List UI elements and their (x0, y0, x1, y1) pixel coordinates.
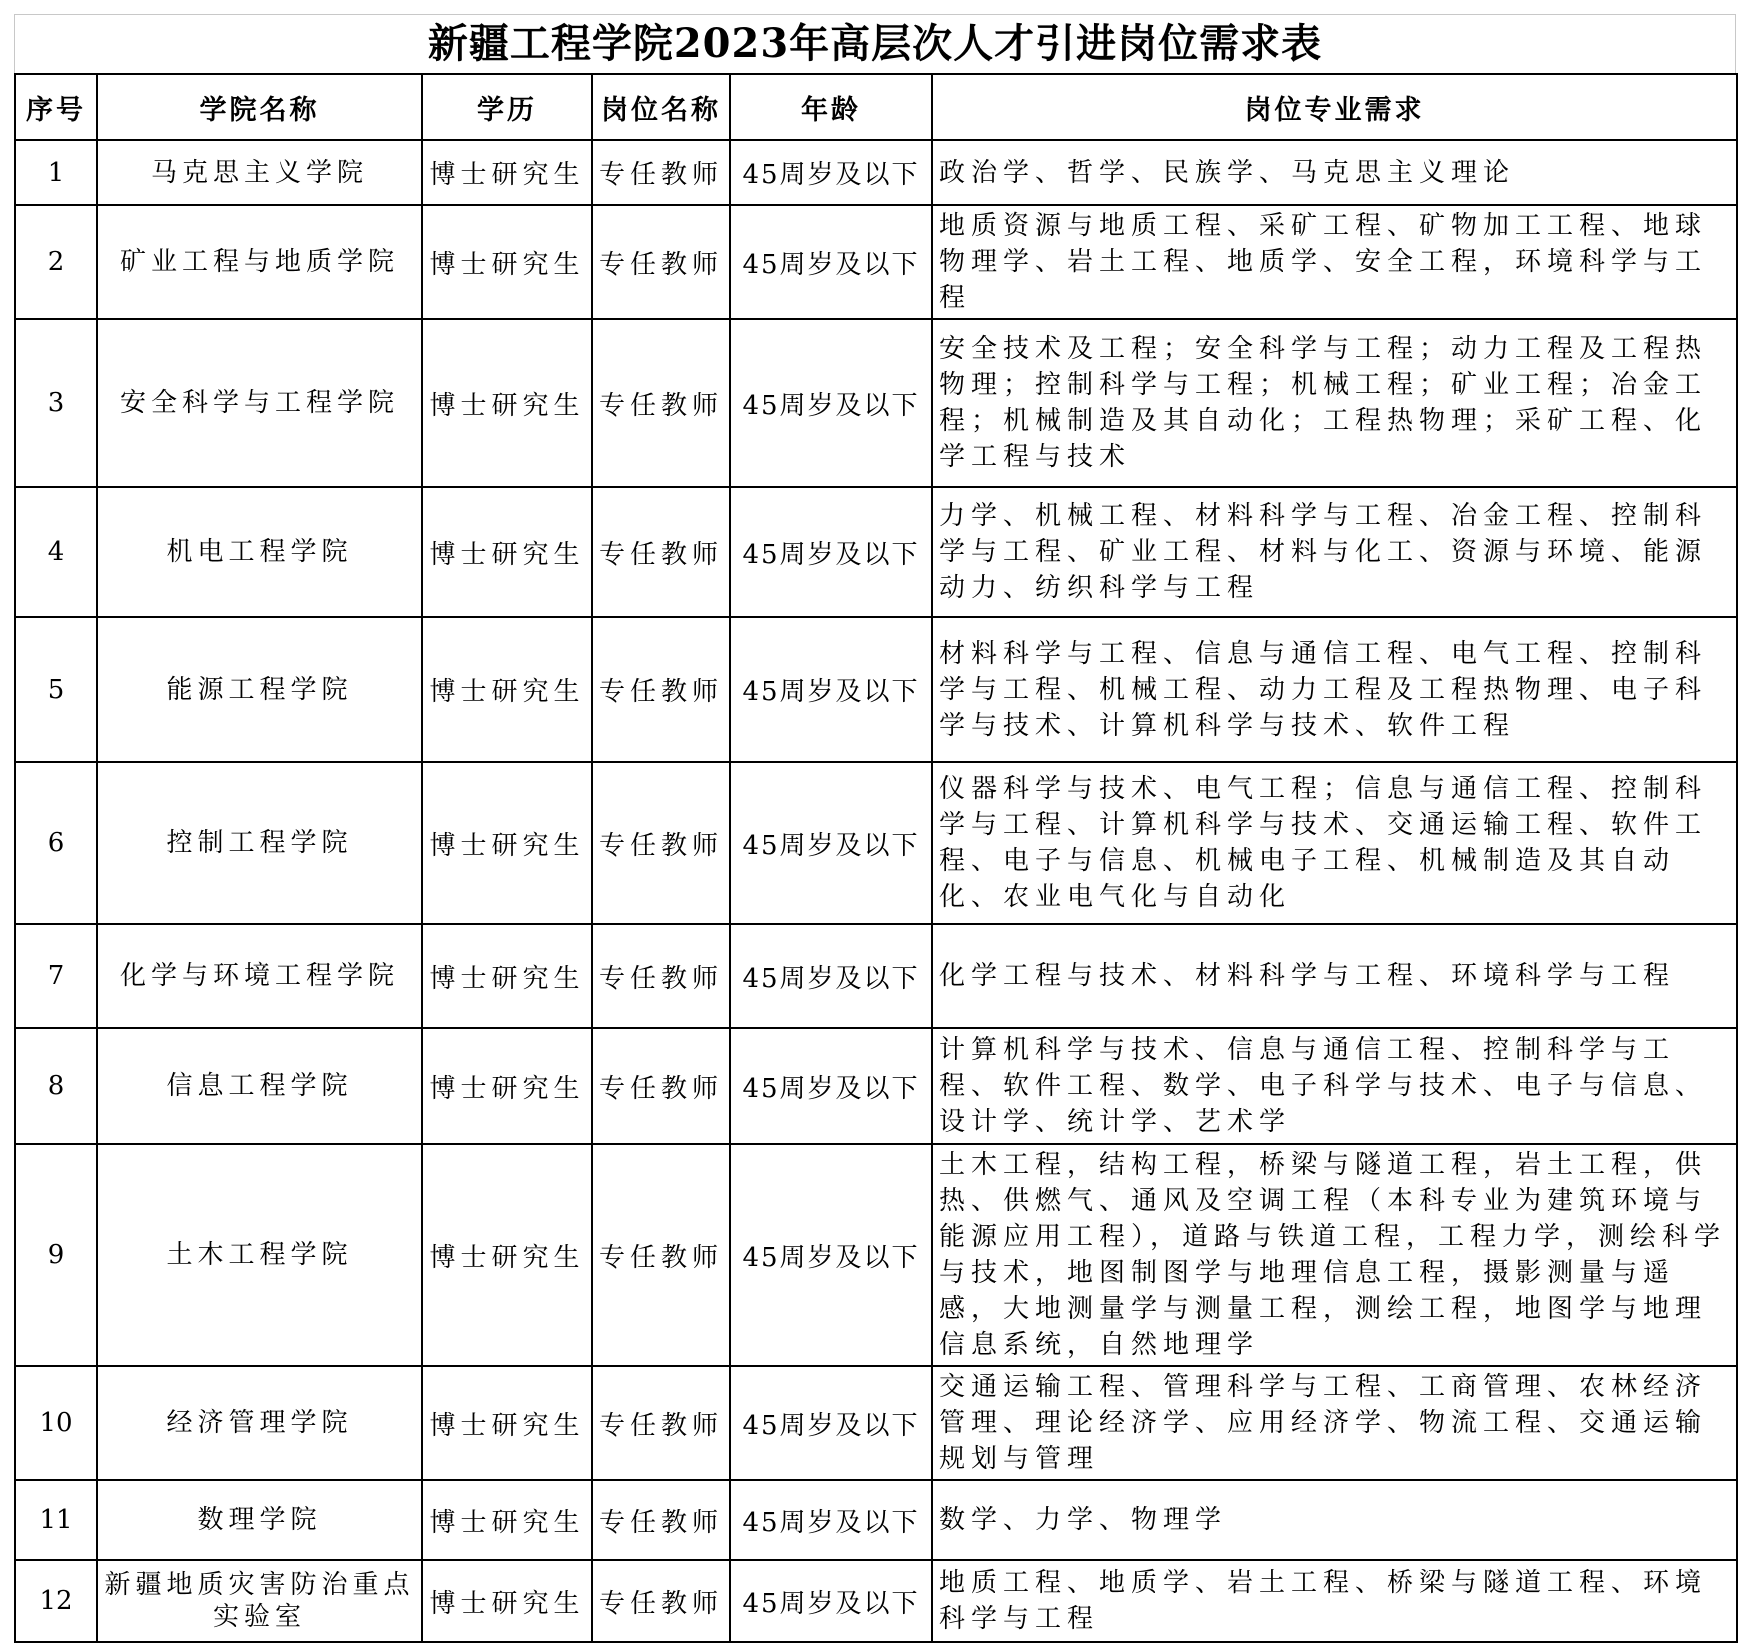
row-age: 45周岁及以下 (730, 319, 932, 487)
row-post: 专任教师 (592, 924, 730, 1028)
row-education: 博士研究生 (422, 487, 592, 617)
row-college: 经济管理学院 (97, 1366, 422, 1480)
row-seq: 3 (15, 319, 97, 487)
row-college: 马克思主义学院 (97, 140, 422, 205)
row-requirements: 交通运输工程、管理科学与工程、工商管理、农林经济管理、理论经济学、应用经济学、物流工程、交通运输规划与管理 (932, 1366, 1737, 1480)
row-post: 专任教师 (592, 1028, 730, 1144)
row-post: 专任教师 (592, 762, 730, 924)
table-row (15, 762, 1737, 924)
row-education: 博士研究生 (422, 1144, 592, 1366)
row-requirements: 仪器科学与技术、电气工程；信息与通信工程、控制科学与工程、计算机科学与技术、交通运输工程、软件工程、电子与信息、机械电子工程、机械制造及其自动化、农业电气化与自动化 (932, 762, 1737, 924)
page-title: 新疆工程学院2023年高层次人才引进岗位需求表 (427, 20, 1323, 67)
row-seq: 8 (15, 1028, 97, 1144)
table-row (15, 487, 1737, 617)
row-college: 数理学院 (97, 1480, 422, 1560)
row-seq: 5 (15, 617, 97, 762)
row-age: 45周岁及以下 (730, 140, 932, 205)
row-age: 45周岁及以下 (730, 1560, 932, 1642)
row-seq: 2 (15, 205, 97, 319)
row-age: 45周岁及以下 (730, 1366, 932, 1480)
row-requirements: 地质工程、地质学、岩土工程、桥梁与隧道工程、环境科学与工程 (932, 1560, 1737, 1642)
row-age: 45周岁及以下 (730, 1028, 932, 1144)
row-post: 专任教师 (592, 1366, 730, 1480)
row-post: 专任教师 (592, 487, 730, 617)
row-post: 专任教师 (592, 319, 730, 487)
header-college: 学院名称 (97, 74, 422, 140)
row-requirements: 政治学、哲学、民族学、马克思主义理论 (932, 140, 1737, 205)
document-sheet (14, 14, 1736, 1643)
row-seq: 10 (15, 1366, 97, 1480)
requirements-table (14, 73, 1738, 1643)
row-seq: 12 (15, 1560, 97, 1642)
row-requirements: 数学、力学、物理学 (932, 1480, 1737, 1560)
table-row (15, 140, 1737, 205)
row-age: 45周岁及以下 (730, 762, 932, 924)
row-requirements: 土木工程，结构工程，桥梁与隧道工程，岩土工程，供热、供燃气、通风及空调工程（本科专业为建筑环境与能源应用工程），道路与铁道工程，工程力学，测绘科学与技术，地图制图学与地理信息工程，摄影测量与遥感，大地测量学与测量工程，测绘工程，地图学与地理信息系统，自然地理学 (932, 1144, 1737, 1366)
header-post: 岗位名称 (592, 74, 730, 140)
row-education: 博士研究生 (422, 617, 592, 762)
row-seq: 6 (15, 762, 97, 924)
table-row (15, 1144, 1737, 1366)
row-age: 45周岁及以下 (730, 487, 932, 617)
row-college: 新疆地质灾害防治重点实验室 (97, 1560, 422, 1642)
row-education: 博士研究生 (422, 1028, 592, 1144)
row-seq: 7 (15, 924, 97, 1028)
table-row (15, 1480, 1737, 1560)
row-requirements: 地质资源与地质工程、采矿工程、矿物加工工程、地球物理学、岩土工程、地质学、安全工程，环境科学与工程 (932, 205, 1737, 319)
header-seq: 序号 (15, 74, 97, 140)
table-header-row (15, 74, 1737, 140)
row-post: 专任教师 (592, 1144, 730, 1366)
table-row (15, 617, 1737, 762)
row-college: 信息工程学院 (97, 1028, 422, 1144)
row-education: 博士研究生 (422, 1366, 592, 1480)
row-requirements: 化学工程与技术、材料科学与工程、环境科学与工程 (932, 924, 1737, 1028)
row-college: 土木工程学院 (97, 1144, 422, 1366)
row-education: 博士研究生 (422, 205, 592, 319)
row-age: 45周岁及以下 (730, 205, 932, 319)
row-requirements: 安全技术及工程；安全科学与工程；动力工程及工程热物理；控制科学与工程；机械工程；矿业工程；冶金工程；机械制造及其自动化；工程热物理；采矿工程、化学工程与技术 (932, 319, 1737, 487)
row-college: 化学与环境工程学院 (97, 924, 422, 1028)
row-seq: 1 (15, 140, 97, 205)
row-age: 45周岁及以下 (730, 617, 932, 762)
table-row (15, 1366, 1737, 1480)
row-education: 博士研究生 (422, 1560, 592, 1642)
row-post: 专任教师 (592, 1480, 730, 1560)
row-education: 博士研究生 (422, 1480, 592, 1560)
row-education: 博士研究生 (422, 140, 592, 205)
row-education: 博士研究生 (422, 319, 592, 487)
row-college: 矿业工程与地质学院 (97, 205, 422, 319)
row-post: 专任教师 (592, 140, 730, 205)
row-seq: 9 (15, 1144, 97, 1366)
title-row (14, 14, 1736, 73)
row-age: 45周岁及以下 (730, 924, 932, 1028)
row-requirements: 材料科学与工程、信息与通信工程、电气工程、控制科学与工程、机械工程、动力工程及工程热物理、电子科学与技术、计算机科学与技术、软件工程 (932, 617, 1737, 762)
table-row (15, 205, 1737, 319)
row-seq: 11 (15, 1480, 97, 1560)
table-row (15, 1560, 1737, 1642)
row-college: 机电工程学院 (97, 487, 422, 617)
header-education: 学历 (422, 74, 592, 140)
table-row (15, 924, 1737, 1028)
row-post: 专任教师 (592, 617, 730, 762)
header-age: 年龄 (730, 74, 932, 140)
row-age: 45周岁及以下 (730, 1480, 932, 1560)
table-row (15, 1028, 1737, 1144)
row-education: 博士研究生 (422, 762, 592, 924)
row-college: 能源工程学院 (97, 617, 422, 762)
row-college: 控制工程学院 (97, 762, 422, 924)
row-education: 博士研究生 (422, 924, 592, 1028)
row-post: 专任教师 (592, 205, 730, 319)
row-post: 专任教师 (592, 1560, 730, 1642)
table-row (15, 319, 1737, 487)
row-seq: 4 (15, 487, 97, 617)
row-requirements: 力学、机械工程、材料科学与工程、冶金工程、控制科学与工程、矿业工程、材料与化工、资源与环境、能源动力、纺织科学与工程 (932, 487, 1737, 617)
header-requirements: 岗位专业需求 (932, 74, 1737, 140)
row-college: 安全科学与工程学院 (97, 319, 422, 487)
row-requirements: 计算机科学与技术、信息与通信工程、控制科学与工程、软件工程、数学、电子科学与技术、电子与信息、设计学、统计学、艺术学 (932, 1028, 1737, 1144)
row-age: 45周岁及以下 (730, 1144, 932, 1366)
